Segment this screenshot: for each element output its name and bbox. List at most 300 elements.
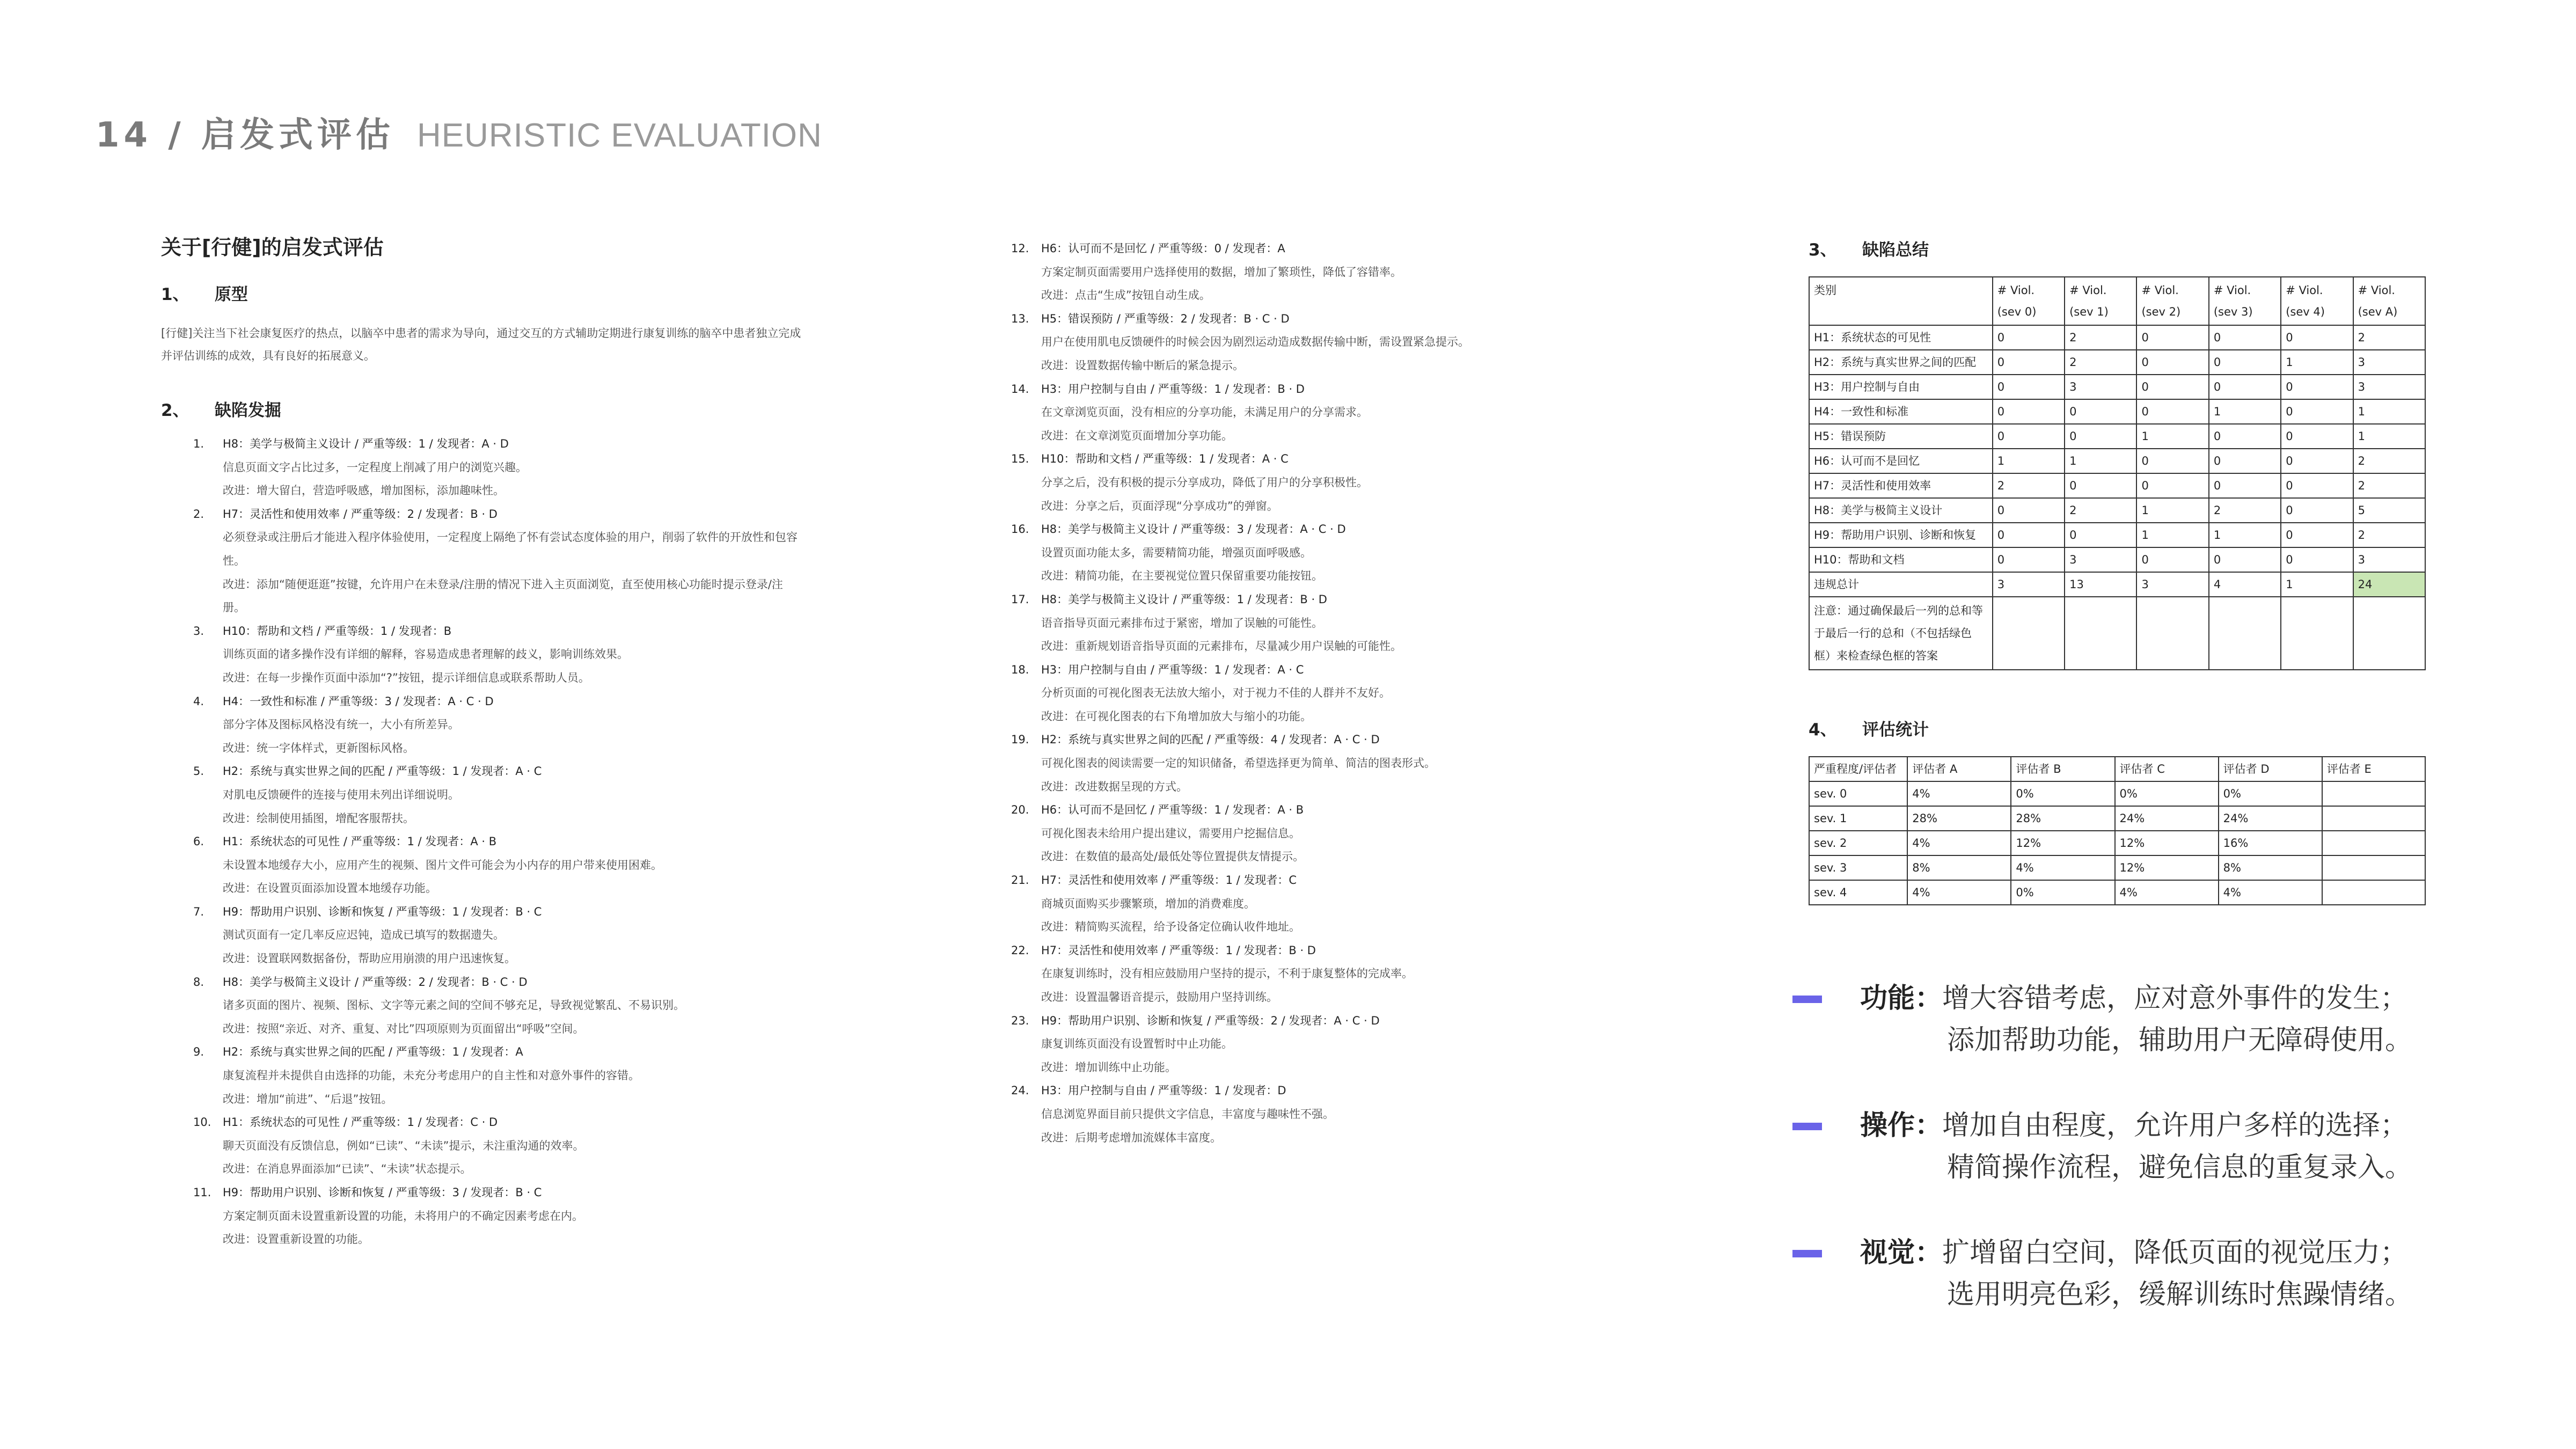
issue-number: 13. xyxy=(1011,312,1029,325)
improvement-label: 视觉： xyxy=(1860,1237,1943,1269)
issue-description: 方案定制页面需要用户选择使用的数据，增加了繁琐性，降低了容错率。 xyxy=(1041,265,1402,279)
stats-value-cell: 4% xyxy=(2115,880,2219,905)
summary-row xyxy=(1809,572,2425,597)
issue-item xyxy=(1011,308,1618,378)
issue-description: 分享之后，没有积极的提示分享成功，降低了用户的分享积极性。 xyxy=(1041,475,1368,489)
issue-item xyxy=(1011,799,1618,869)
summary-value-cell: 0 xyxy=(1993,547,2065,572)
stats-value-cell: 24% xyxy=(2115,806,2219,831)
summary-value-cell: 0 xyxy=(2209,547,2281,572)
issue-number: 7. xyxy=(193,905,204,918)
section-1-number: 1、 xyxy=(161,285,189,304)
issue-heading: H1：系统状态的可见性 / 严重等级：1 / 发现者：A · B xyxy=(223,835,497,848)
summary-category-cell: 违规总计 xyxy=(1809,572,1993,597)
issue-item xyxy=(1011,588,1618,658)
stats-severity-cell: sev. 0 xyxy=(1809,781,1907,806)
issue-heading: H2：系统与真实世界之间的匹配 / 严重等级：4 / 发现者：A · C · D xyxy=(1041,733,1380,747)
summary-value-cell: 0 xyxy=(1993,350,2065,375)
issue-number: 16. xyxy=(1011,523,1029,536)
summary-value-cell: 1 xyxy=(2281,350,2353,375)
issue-number: 3. xyxy=(193,624,204,638)
issue-heading: H3：用户控制与自由 / 严重等级：1 / 发现者：B · D xyxy=(1041,382,1305,396)
summary-value-cell: 1 xyxy=(1993,449,2065,473)
summary-category-cell: H6：认可而不是回忆 xyxy=(1809,449,1993,473)
issue-number: 10. xyxy=(193,1116,211,1129)
issue-item xyxy=(1011,728,1618,799)
stats-severity-cell: sev. 2 xyxy=(1809,831,1907,855)
issue-improvement: 改进：绘制使用插图，增配客服帮扶。 xyxy=(223,811,414,825)
issue-number: 1. xyxy=(193,437,204,450)
stats-header-row xyxy=(1809,757,2425,781)
issue-improvement: 改进：在文章浏览页面增加分享功能。 xyxy=(1041,429,1233,442)
improvement-line-1 xyxy=(1860,1232,2458,1274)
section-2-title: 缺陷发掘 xyxy=(215,401,281,420)
summary-value-cell: 0 xyxy=(2209,473,2281,498)
section-3-heading xyxy=(1809,236,2447,260)
stats-value-cell: 28% xyxy=(2011,806,2114,831)
issue-heading: H8：美学与极简主义设计 / 严重等级：3 / 发现者：A · C · D xyxy=(1041,523,1346,536)
summary-value-cell: 0 xyxy=(2281,473,2353,498)
improvement-line-1 xyxy=(1860,978,2458,1020)
summary-value-cell: 2 xyxy=(2065,325,2136,350)
summary-row xyxy=(1809,375,2425,399)
issue-heading: H10：帮助和文档 / 严重等级：1 / 发现者：A · C xyxy=(1041,452,1289,466)
stats-value-cell xyxy=(2322,806,2425,831)
summary-row xyxy=(1809,473,2425,498)
stats-header-cell: 评估者 C xyxy=(2115,757,2219,781)
issue-heading: H8：美学与极简主义设计 / 严重等级：1 / 发现者：A · D xyxy=(223,437,509,450)
stats-value-cell: 4% xyxy=(1907,880,2011,905)
issue-number: 15. xyxy=(1011,452,1029,466)
issue-improvement: 改进：改进数据呈现的方式。 xyxy=(1041,780,1188,793)
section-1-title: 原型 xyxy=(215,285,248,304)
issue-item xyxy=(1011,1079,1618,1150)
stats-severity-cell: sev. 4 xyxy=(1809,880,1907,905)
issue-item xyxy=(1011,378,1618,448)
summary-value-cell: 0 xyxy=(1993,498,2065,523)
issue-heading: H6：认可而不是回忆 / 严重等级：0 / 发现者：A xyxy=(1041,242,1285,255)
summary-value-cell: 2 xyxy=(2353,325,2425,350)
summary-value-cell: 0 xyxy=(2281,375,2353,399)
stats-value-cell: 0% xyxy=(2011,781,2114,806)
page-title-english: HEURISTIC EVALUATION xyxy=(417,117,822,154)
improvement-item xyxy=(1792,1232,2458,1316)
accent-bar-icon xyxy=(1792,1123,1822,1130)
issue-heading: H2：系统与真实世界之间的匹配 / 严重等级：1 / 发现者：A xyxy=(223,1045,523,1059)
stats-header-cell: 评估者 A xyxy=(1907,757,2011,781)
stats-row xyxy=(1809,806,2425,831)
improvement-text-1: 扩增留白空间，降低页面的视觉压力； xyxy=(1942,1237,2408,1269)
summary-header-cell: # Viol. (sev A) xyxy=(2353,277,2425,325)
stats-value-cell xyxy=(2322,880,2425,905)
stats-value-cell: 16% xyxy=(2219,831,2322,855)
issue-description: 分析页面的可视化图表无法放大缩小，对于视力不佳的人群并不友好。 xyxy=(1041,686,1391,700)
issue-description: 可视化图表的阅读需要一定的知识储备，希望选择更为简单、简洁的图表形式。 xyxy=(1041,757,1436,770)
issue-improvement: 改进：后期考虑增加流媒体丰富度。 xyxy=(1041,1131,1221,1144)
issue-item xyxy=(161,1181,805,1252)
summary-value-cell: 0 xyxy=(1993,424,2065,449)
stats-header-cell: 评估者 B xyxy=(2011,757,2114,781)
summary-value-cell: 0 xyxy=(2281,523,2353,547)
summary-value-cell: 1 xyxy=(2136,424,2208,449)
section-1-heading xyxy=(161,281,805,305)
issue-list-1 xyxy=(161,433,805,1252)
stats-header-cell: 评估者 D xyxy=(2219,757,2322,781)
issue-improvement: 改进：设置联网数据备份，帮助应用崩溃的用户迅速恢复。 xyxy=(223,952,516,965)
summary-value-cell: 0 xyxy=(2136,547,2208,572)
summary-value-cell: 2 xyxy=(2065,350,2136,375)
summary-row xyxy=(1809,325,2425,350)
section-4-number: 4、 xyxy=(1809,720,1837,740)
summary-value-cell: 2 xyxy=(1993,473,2065,498)
issue-item xyxy=(161,620,805,690)
summary-value-cell: 1 xyxy=(2136,523,2208,547)
issue-heading: H9：帮助用户识别、诊断和恢复 / 严重等级：2 / 发现者：A · C · D xyxy=(1041,1014,1380,1027)
issue-description: 设置页面功能太多，需要精简功能，增强页面呼吸感。 xyxy=(1041,546,1312,559)
stats-value-cell xyxy=(2322,831,2425,855)
summary-value-cell: 2 xyxy=(2065,498,2136,523)
issue-description: 聊天页面没有反馈信息，例如“已读”、“未读”提示，未注重沟通的效率。 xyxy=(223,1139,584,1152)
issue-heading: H7：灵活性和使用效率 / 严重等级：2 / 发现者：B · D xyxy=(223,507,497,521)
issue-heading: H7：灵活性和使用效率 / 严重等级：1 / 发现者：B · D xyxy=(1041,943,1316,957)
issue-item xyxy=(161,1041,805,1111)
issue-description: 对肌电反馈硬件的连接与使用未列出详细说明。 xyxy=(223,788,459,801)
document-title: 关于[行健]的启发式评估 xyxy=(161,236,384,259)
summary-value-cell: 0 xyxy=(2136,375,2208,399)
summary-value-cell: 3 xyxy=(1993,572,2065,597)
summary-value-cell: 1 xyxy=(2209,523,2281,547)
issue-heading: H10：帮助和文档 / 严重等级：1 / 发现者：B xyxy=(223,624,452,638)
summary-value-cell: 0 xyxy=(2281,399,2353,424)
improvement-summary xyxy=(1792,978,2458,1359)
issue-item xyxy=(161,760,805,830)
summary-empty-cell xyxy=(1993,597,2065,670)
summary-header-row xyxy=(1809,277,2425,325)
issue-item xyxy=(161,971,805,1041)
summary-value-cell: 1 xyxy=(2136,498,2208,523)
accent-bar-icon xyxy=(1792,1250,1822,1257)
issue-improvement: 改进：设置温馨语音提示，鼓励用户坚持训练。 xyxy=(1041,991,1278,1004)
summary-row xyxy=(1809,498,2425,523)
summary-header-cell: # Viol. (sev 3) xyxy=(2209,277,2281,325)
issue-improvement: 改进：在数值的最高处/最低处等位置提供友情提示。 xyxy=(1041,850,1305,863)
section-4-title: 评估统计 xyxy=(1862,720,1929,740)
improvement-label: 操作： xyxy=(1860,1110,1943,1141)
improvement-item xyxy=(1792,978,2458,1062)
issue-description: 信息页面文字占比过多，一定程度上削减了用户的浏览兴趣。 xyxy=(223,460,527,474)
issue-description: 商城页面购买步骤繁琐，增加的消费难度。 xyxy=(1041,897,1255,910)
stats-row xyxy=(1809,781,2425,806)
summary-value-cell: 3 xyxy=(2353,547,2425,572)
stats-header-cell: 评估者 E xyxy=(2322,757,2425,781)
summary-value-cell: 0 xyxy=(2281,449,2353,473)
issue-number: 21. xyxy=(1011,874,1029,887)
improvement-label: 功能： xyxy=(1860,983,1943,1014)
summary-value-cell: 0 xyxy=(2281,547,2353,572)
stats-severity-cell: sev. 3 xyxy=(1809,855,1907,880)
issue-heading: H7：灵活性和使用效率 / 严重等级：1 / 发现者：C xyxy=(1041,874,1297,887)
issue-description: 必须登录或注册后才能进入程序体验使用，一定程度上隔绝了怀有尝试态度体验的用户，削弱了软件的开放性和包容性。 xyxy=(223,531,797,567)
summary-value-cell: 1 xyxy=(2209,399,2281,424)
summary-header-cell: # Viol. (sev 0) xyxy=(1993,277,2065,325)
issue-improvement: 改进：统一字体样式，更新图标风格。 xyxy=(223,741,414,755)
issue-number: 4. xyxy=(193,694,204,708)
issue-heading: H3：用户控制与自由 / 严重等级：1 / 发现者：D xyxy=(1041,1084,1286,1097)
summary-value-cell: 0 xyxy=(2281,325,2353,350)
issue-item xyxy=(161,901,805,971)
summary-value-cell: 0 xyxy=(2209,350,2281,375)
prototype-description: [行健]关注当下社会康复医疗的热点，以脑卒中患者的需求为导向，通过交互的方式辅助定期进行康复训练的脑卒中患者独立完成并评估训练的成效，具有良好的拓展意义。 xyxy=(161,327,801,362)
summary-value-cell: 2 xyxy=(2353,473,2425,498)
issue-item xyxy=(1011,869,1618,939)
page-title: 14 / 启发式评估 xyxy=(96,115,394,155)
summary-value-cell: 1 xyxy=(2353,424,2425,449)
summary-value-cell: 0 xyxy=(2136,350,2208,375)
stats-value-cell: 12% xyxy=(2115,831,2219,855)
issue-improvement: 改进：增加训练中止功能。 xyxy=(1041,1060,1176,1074)
summary-value-cell: 0 xyxy=(2209,375,2281,399)
summary-value-cell: 3 xyxy=(2065,547,2136,572)
stats-value-cell: 24% xyxy=(2219,806,2322,831)
summary-category-cell: H5：错误预防 xyxy=(1809,424,1993,449)
issue-number: 19. xyxy=(1011,733,1029,747)
summary-category-cell: H3：用户控制与自由 xyxy=(1809,375,1993,399)
issue-description: 部分字体及图标风格没有统一，大小有所差异。 xyxy=(223,718,459,731)
issue-item xyxy=(1011,658,1618,729)
summary-value-cell: 4 xyxy=(2209,572,2281,597)
summary-note-cell: 注意：通过确保最后一列的总和等于最后一行的总和（不包括绿色框）来检查绿色框的答案 xyxy=(1809,597,1993,670)
summary-row xyxy=(1809,350,2425,375)
summary-row xyxy=(1809,523,2425,547)
summary-value-cell: 0 xyxy=(2281,498,2353,523)
summary-value-cell: 2 xyxy=(2209,498,2281,523)
improvement-text-1: 增加自由程度，允许用户多样的选择； xyxy=(1942,1110,2408,1141)
issue-heading: H9：帮助用户识别、诊断和恢复 / 严重等级：1 / 发现者：B · C xyxy=(223,905,542,918)
summary-row xyxy=(1809,399,2425,424)
summary-value-cell: 0 xyxy=(2065,424,2136,449)
summary-empty-cell xyxy=(2353,597,2425,670)
issue-number: 22. xyxy=(1011,943,1029,957)
summary-header-cell: 类别 xyxy=(1809,277,1993,325)
evaluation-statistics-table xyxy=(1809,756,2426,905)
summary-category-cell: H7：灵活性和使用效率 xyxy=(1809,473,1993,498)
stats-value-cell xyxy=(2322,781,2425,806)
issue-improvement: 改进：增大留白，营造呼吸感，增加图标，添加趣味性。 xyxy=(223,484,504,497)
stats-value-cell: 0% xyxy=(2115,781,2219,806)
improvement-item xyxy=(1792,1105,2458,1189)
accent-bar-icon xyxy=(1792,996,1822,1003)
summary-value-cell: 0 xyxy=(2136,473,2208,498)
issue-description: 康复训练页面没有设置暂时中止功能。 xyxy=(1041,1037,1233,1051)
issue-improvement: 改进：精简购买流程，给予设备定位确认收件地址。 xyxy=(1041,920,1300,934)
summary-value-cell: 0 xyxy=(2209,424,2281,449)
issue-heading: H5：错误预防 / 严重等级：2 / 发现者：B · C · D xyxy=(1041,312,1290,325)
issue-heading: H9：帮助用户识别、诊断和恢复 / 严重等级：3 / 发现者：B · C xyxy=(223,1186,542,1199)
issue-heading: H8：美学与极简主义设计 / 严重等级：1 / 发现者：B · D xyxy=(1041,592,1327,606)
summary-category-cell: H2：系统与真实世界之间的匹配 xyxy=(1809,350,1993,375)
issue-number: 18. xyxy=(1011,663,1029,676)
summary-value-cell: 0 xyxy=(2209,325,2281,350)
summary-empty-cell xyxy=(2281,597,2353,670)
issue-description: 训练页面的诸多操作没有详细的解释，容易造成患者理解的歧义，影响训练效果。 xyxy=(223,648,628,661)
issue-improvement: 改进：增加“前进”、“后退”按钮。 xyxy=(223,1092,393,1106)
summary-value-cell: 1 xyxy=(2353,399,2425,424)
stats-value-cell: 4% xyxy=(2219,880,2322,905)
stats-value-cell: 8% xyxy=(2219,855,2322,880)
summary-header-cell: # Viol. (sev 2) xyxy=(2136,277,2208,325)
issue-heading: H6：认可而不是回忆 / 严重等级：1 / 发现者：A · B xyxy=(1041,803,1304,817)
stats-value-cell: 4% xyxy=(1907,831,2011,855)
summary-header-cell: # Viol. (sev 4) xyxy=(2281,277,2353,325)
summary-value-cell: 3 xyxy=(2353,350,2425,375)
summary-value-cell: 0 xyxy=(2281,424,2353,449)
issue-item xyxy=(161,830,805,901)
issue-number: 12. xyxy=(1011,242,1029,255)
issue-improvement: 改进：添加“随便逛逛”按键，允许用户在未登录/注册的情况下进入主页面浏览，直至使用核心功能时提示登录/注册。 xyxy=(223,577,783,614)
stats-header-cell: 严重程度/评估者 xyxy=(1809,757,1907,781)
stats-value-cell: 12% xyxy=(2115,855,2219,880)
issue-improvement: 改进：在可视化图表的右下角增加放大与缩小的功能。 xyxy=(1041,709,1312,723)
summary-value-cell: 2 xyxy=(2353,523,2425,547)
summary-header-cell: # Viol. (sev 1) xyxy=(2065,277,2136,325)
summary-value-cell: 0 xyxy=(2136,325,2208,350)
issue-number: 6. xyxy=(193,835,204,848)
issue-improvement: 改进：分享之后，页面浮现“分享成功”的弹窗。 xyxy=(1041,499,1278,513)
issue-improvement: 改进：点击“生成”按钮自动生成。 xyxy=(1041,289,1211,302)
issue-description: 测试页面有一定几率反应迟钝，造成已填写的数据遗失。 xyxy=(223,928,504,942)
summary-empty-cell xyxy=(2065,597,2136,670)
stats-severity-cell: sev. 1 xyxy=(1809,806,1907,831)
stats-value-cell: 0% xyxy=(2011,880,2114,905)
stats-value-cell: 8% xyxy=(1907,855,2011,880)
summary-value-cell: 13 xyxy=(2065,572,2136,597)
summary-category-cell: H9：帮助用户识别、诊断和恢复 xyxy=(1809,523,1993,547)
issue-item xyxy=(1011,939,1618,1009)
issue-item xyxy=(161,503,805,620)
section-2-heading xyxy=(161,397,805,421)
summary-value-cell: 0 xyxy=(2065,523,2136,547)
stats-value-cell: 28% xyxy=(1907,806,2011,831)
summary-note-row xyxy=(1809,597,2425,670)
stats-value-cell: 0% xyxy=(2219,781,2322,806)
issue-item xyxy=(161,690,805,760)
issue-number: 24. xyxy=(1011,1084,1029,1097)
summary-value-cell: 0 xyxy=(2136,399,2208,424)
evaluation-column-3 xyxy=(1809,236,2447,905)
improvement-text-1: 增大容错考虑，应对意外事件的发生； xyxy=(1942,983,2408,1014)
summary-value-cell: 0 xyxy=(1993,325,2065,350)
issue-item xyxy=(161,1111,805,1181)
issue-number: 5. xyxy=(193,765,204,778)
summary-value-cell: 3 xyxy=(2065,375,2136,399)
page-header xyxy=(96,107,822,157)
issue-description: 在康复训练时，没有相应鼓励用户坚持的提示，不利于康复整体的完成率。 xyxy=(1041,967,1413,980)
issue-number: 17. xyxy=(1011,592,1029,606)
summary-value-cell: 0 xyxy=(2065,399,2136,424)
stats-value-cell: 12% xyxy=(2011,831,2114,855)
stats-row xyxy=(1809,831,2425,855)
stats-value-cell: 4% xyxy=(2011,855,2114,880)
improvement-text-2: 添加帮助功能，辅助用户无障碍使用。 xyxy=(1947,1024,2413,1056)
summary-value-cell: 0 xyxy=(1993,523,2065,547)
summary-value-cell: 3 xyxy=(2353,375,2425,399)
issue-improvement: 改进：精简功能，在主要视觉位置只保留重要功能按钮。 xyxy=(1041,569,1323,583)
defect-summary-table xyxy=(1809,276,2426,670)
issue-description: 未设置本地缓存大小，应用产生的视频、图片文件可能会为小内存的用户带来使用困难。 xyxy=(223,858,662,872)
stats-value-cell: 4% xyxy=(1907,781,2011,806)
issue-number: 2. xyxy=(193,507,204,521)
issue-number: 8. xyxy=(193,975,204,989)
summary-value-cell: 2 xyxy=(2353,449,2425,473)
issue-heading: H3：用户控制与自由 / 严重等级：1 / 发现者：A · C xyxy=(1041,663,1304,676)
issue-number: 14. xyxy=(1011,382,1029,396)
summary-empty-cell xyxy=(2136,597,2208,670)
section-3-number: 3、 xyxy=(1809,240,1837,260)
issue-description: 可视化图表未给用户提出建议，需要用户挖掘信息。 xyxy=(1041,826,1300,840)
summary-category-cell: H4：一致性和标准 xyxy=(1809,399,1993,424)
issue-item xyxy=(1011,237,1618,308)
issue-improvement: 改进：设置重新设置的功能。 xyxy=(223,1233,369,1246)
issue-item xyxy=(1011,518,1618,588)
summary-category-cell: H1：系统状态的可见性 xyxy=(1809,325,1993,350)
issue-improvement: 改进：设置数据传输中断后的紧急提示。 xyxy=(1041,358,1244,372)
section-2-number: 2、 xyxy=(161,401,189,420)
summary-value-cell: 1 xyxy=(2065,449,2136,473)
issue-number: 11. xyxy=(193,1186,211,1199)
issue-number: 23. xyxy=(1011,1014,1029,1027)
stats-row xyxy=(1809,855,2425,880)
summary-row xyxy=(1809,547,2425,572)
issue-description: 语音指导页面元素排布过于紧密，增加了误触的可能性。 xyxy=(1041,616,1323,630)
issue-heading: H1：系统状态的可见性 / 严重等级：1 / 发现者：C · D xyxy=(223,1116,498,1129)
issue-improvement: 改进：重新规划语音指导页面的元素排布，尽量减少用户误触的可能性。 xyxy=(1041,640,1402,653)
issue-improvement: 改进：按照“亲近、对齐、重复、对比”四项原则为页面留出“呼吸”空间。 xyxy=(223,1022,584,1035)
evaluation-column-1 xyxy=(161,231,805,1252)
summary-value-cell: 5 xyxy=(2353,498,2425,523)
summary-value-cell: 0 xyxy=(1993,375,2065,399)
summary-category-cell: H8：美学与极简主义设计 xyxy=(1809,498,1993,523)
summary-value-cell: 3 xyxy=(2136,572,2208,597)
issue-number: 9. xyxy=(193,1045,204,1059)
issue-heading: H2：系统与真实世界之间的匹配 / 严重等级：1 / 发现者：A · C xyxy=(223,765,542,778)
improvement-line-1 xyxy=(1860,1105,2458,1147)
issue-improvement: 改进：在每一步操作页面中添加“?”按钮，提示详细信息或联系帮助人员。 xyxy=(223,671,590,684)
improvement-text-2: 精简操作流程，避免信息的重复录入。 xyxy=(1947,1152,2413,1183)
issue-heading: H4：一致性和标准 / 严重等级：3 / 发现者：A · C · D xyxy=(223,694,494,708)
summary-value-cell: 0 xyxy=(1993,399,2065,424)
stats-row xyxy=(1809,880,2425,905)
issue-description: 诸多页面的图片、视频、图标、文字等元素之间的空间不够充足，导致视觉繁乱、不易识别。 xyxy=(223,999,685,1012)
summary-row xyxy=(1809,449,2425,473)
summary-value-cell: 0 xyxy=(2065,473,2136,498)
issue-item xyxy=(1011,448,1618,518)
issue-description: 信息浏览界面目前只提供文字信息，丰富度与趣味性不强。 xyxy=(1041,1107,1334,1121)
issue-item xyxy=(1011,1009,1618,1080)
summary-empty-cell xyxy=(2209,597,2281,670)
issue-list-2 xyxy=(1011,237,1618,1150)
issue-improvement: 改进：在消息界面添加“已读”、“未读”状态提示。 xyxy=(223,1162,472,1176)
issue-description: 方案定制页面未设置重新设置的功能，未将用户的不确定因素考虑在内。 xyxy=(223,1209,583,1223)
improvement-text-2: 选用明亮色彩，缓解训练时焦躁情绪。 xyxy=(1947,1279,2413,1311)
section-3-title: 缺陷总结 xyxy=(1862,240,1929,260)
summary-row xyxy=(1809,424,2425,449)
evaluation-column-2 xyxy=(1011,225,1618,1150)
issue-description: 用户在使用肌电反馈硬件的时候会因为剧烈运动造成数据传输中断，需设置紧急提示。 xyxy=(1041,335,1469,349)
issue-number: 20. xyxy=(1011,803,1029,817)
summary-category-cell: H10：帮助和文档 xyxy=(1809,547,1993,572)
summary-value-cell: 0 xyxy=(2209,449,2281,473)
summary-value-cell: 1 xyxy=(2281,572,2353,597)
